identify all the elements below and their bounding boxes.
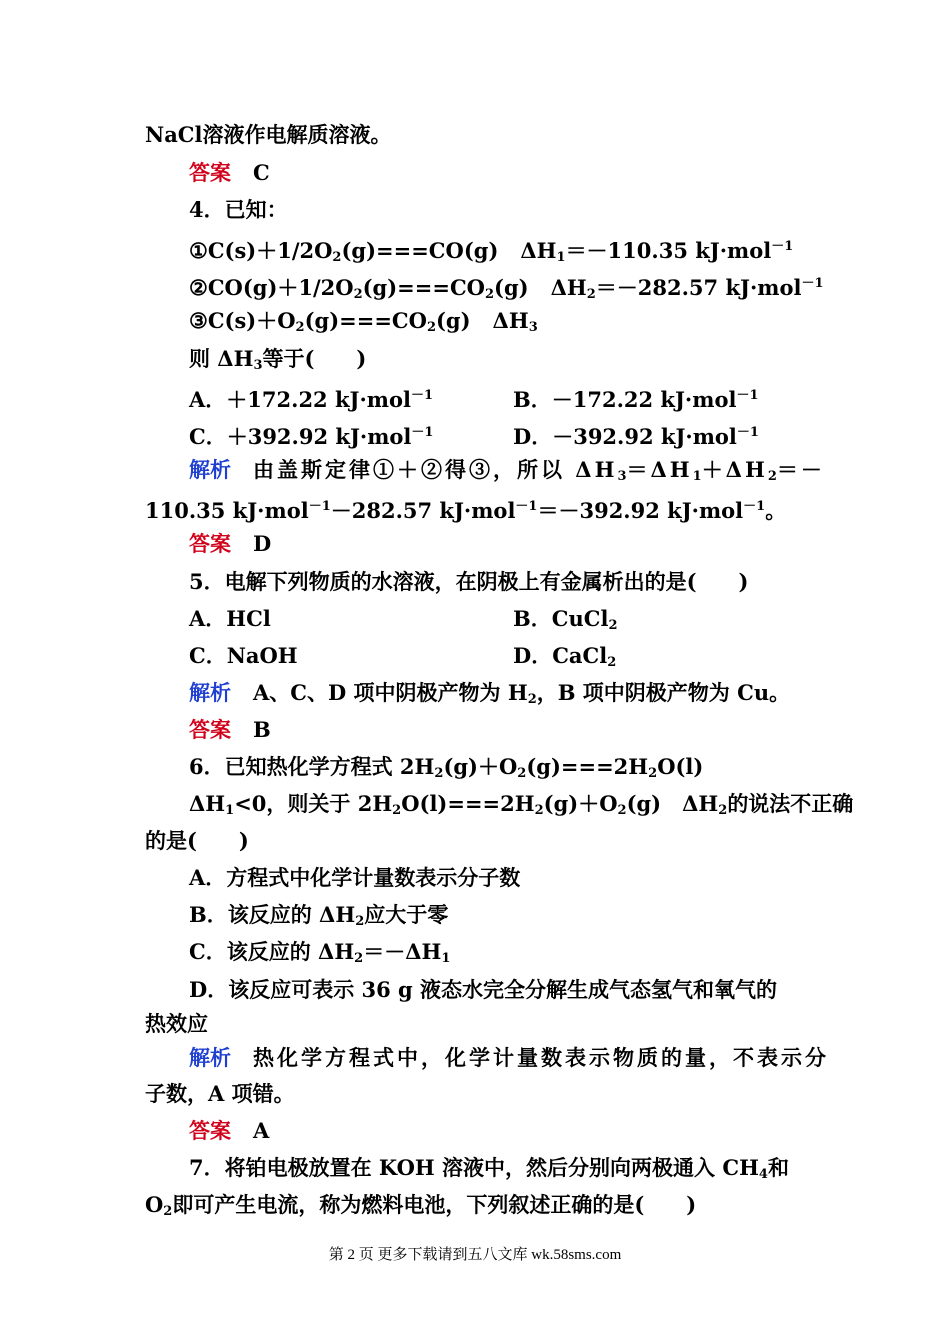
analysis-text-b: ，B 项中阴极产物为 Cu。 — [536, 680, 791, 705]
analysis-text-2a: 110.35 kJ·mol — [145, 498, 309, 523]
answer-label: 答案 — [189, 717, 231, 742]
q4-ask-post: 等于( ) — [262, 346, 367, 371]
eq2-rhs: ＝－282.57 kJ·mol — [595, 275, 802, 300]
answer-value: C — [253, 160, 270, 185]
option-a-text: A．方程式中化学计量数表示分子数 — [189, 865, 521, 890]
q5-answer-line — [189, 712, 271, 748]
analysis-text-2: 子数，A 项错。 — [145, 1081, 295, 1106]
eq3-lhs: ③C(s)＋O — [189, 308, 296, 333]
option-d-text: D．该反应可表示 36 g 液态水完全分解生成气态氢气和氧气的 — [189, 977, 778, 1002]
option-d-sub: 2 — [607, 655, 617, 670]
page-footer: 第 2 页 更多下载请到五八文库 wk.58sms.com — [328, 1247, 622, 1263]
q4-equation-1 — [189, 229, 793, 265]
analysis-sub-2: 2 — [767, 469, 777, 484]
q6-stem-line-1 — [189, 749, 703, 785]
q4-stem-text: 4．已知： — [189, 197, 288, 222]
q4-option-c — [189, 415, 433, 451]
q6-l2-s4: 2 — [617, 803, 627, 818]
option-b-text: B．CuCl — [513, 606, 609, 631]
q7-l1-b: 和 — [767, 1155, 789, 1180]
eq3-dh-sub: 3 — [528, 320, 538, 335]
eq2-sub1: 2 — [353, 287, 363, 302]
analysis-text-a: A、C、D 项中阴极产物为 H — [253, 680, 528, 705]
analysis-text-1: 热化学方程式中，化学计量数表示物质的量，不表示分 — [253, 1045, 829, 1070]
option-a-text: A．HCl — [189, 606, 271, 631]
option-b-sub: 2 — [355, 914, 365, 929]
analysis-text-1c: ＋ΔH — [701, 457, 768, 482]
q3-answer-line — [189, 155, 270, 191]
analysis-text-2c: ＝－392.92 kJ·mol — [537, 498, 744, 523]
q6-l2-d: (g)＋O — [543, 791, 618, 816]
q6-option-c — [189, 934, 450, 970]
q6-analysis-line-2 — [145, 1076, 295, 1112]
answer-value: A — [253, 1118, 270, 1143]
q4-analysis-line-2 — [145, 489, 786, 525]
eq3-sub2: 2 — [426, 320, 436, 335]
q4-equation-2 — [189, 266, 824, 302]
option-c-text: C．该反应的 ΔH — [189, 939, 355, 964]
q6-l2-b: <0，则关于 2H — [234, 791, 393, 816]
q5-option-c — [189, 638, 298, 674]
q7-stem-line-1 — [189, 1150, 789, 1186]
q6-answer-line — [189, 1113, 269, 1149]
option-c-exp: －1 — [411, 425, 434, 440]
q5-option-d — [513, 638, 616, 674]
eq2-mid: (g)===CO — [362, 275, 485, 300]
option-b-text: B．该反应的 ΔH — [189, 902, 356, 927]
option-c-sub-1: 2 — [354, 951, 364, 966]
q6-l2-s5: 2 — [718, 803, 728, 818]
q6-stem-b: (g)＋O — [443, 754, 518, 779]
eq2-sub2: 2 — [484, 287, 495, 302]
eq3-dh: ΔH — [492, 308, 529, 333]
option-d-text: D．－392.92 kJ·mol — [513, 424, 737, 449]
q3-tail-text — [145, 117, 392, 153]
option-d-exp: －1 — [736, 425, 759, 440]
answer-value: B — [253, 717, 271, 742]
q4-answer-line — [189, 526, 271, 562]
eq2-dh-sub: 2 — [586, 287, 596, 302]
q6-stem-s1: 2 — [434, 766, 444, 781]
q6-l2-a: ΔH — [189, 791, 226, 816]
option-a-exp: －1 — [410, 388, 434, 403]
eq2-lhs: ②CO(g)＋1/2O — [189, 275, 354, 300]
answer-label: 答案 — [189, 1118, 231, 1143]
option-c-text: C．NaOH — [189, 643, 298, 668]
q6-stem-a: 6．已知热化学方程式 2H — [189, 754, 435, 779]
answer-label: 答案 — [189, 160, 231, 185]
analysis-text-1b: ＝ΔH — [626, 457, 693, 482]
q4-equation-3 — [189, 303, 538, 339]
q6-stem-line-3 — [145, 823, 249, 859]
q6-stem-d: O(l) — [657, 754, 704, 779]
analysis-exp-b: －1 — [515, 499, 538, 514]
option-c-text: C．＋392.92 kJ·mol — [189, 424, 412, 449]
eq1-rhs: ＝－110.35 kJ·mol — [565, 238, 772, 263]
answer-label: 答案 — [189, 531, 231, 556]
option-d-text-2: 热效应 — [145, 1011, 208, 1036]
q6-stem-line-2 — [189, 786, 853, 822]
q5-stem-text: 5．电解下列物质的水溶液，在阴极上有金属析出的是( ) — [189, 569, 749, 594]
analysis-text-1d: ＝－ — [776, 457, 825, 482]
analysis-exp-a: －1 — [308, 499, 331, 514]
answer-value: D — [253, 531, 272, 556]
analysis-label: 解析 — [189, 680, 231, 705]
eq3-sub1: 2 — [295, 320, 305, 335]
analysis-label: 解析 — [189, 1045, 231, 1070]
q4-question — [189, 341, 366, 377]
option-a-text: A．＋172.22 kJ·mol — [189, 387, 411, 412]
eq1-mid: (g)===CO(g) — [341, 238, 499, 263]
q7-l2-b: 即可产生电流，称为燃料电池，下列叙述正确的是( ) — [172, 1192, 697, 1217]
q5-option-b — [513, 601, 617, 637]
option-d-text: D．CaCl — [513, 643, 608, 668]
q6-option-d-line-2 — [145, 1006, 208, 1042]
q4-option-b — [513, 378, 758, 414]
q7-l1-a: 7．将铂电极放置在 KOH 溶液中，然后分别向两极通入 CH — [189, 1155, 759, 1180]
q6-stem-c: (g)===2H — [526, 754, 649, 779]
analysis-end: 。 — [765, 498, 787, 523]
q5-stem — [189, 564, 748, 600]
q7-l1-sub: 4 — [758, 1167, 768, 1182]
q6-l2-s3: 2 — [534, 803, 544, 818]
q6-l2-s2: 2 — [392, 803, 402, 818]
analysis-sub: 2 — [527, 692, 537, 707]
q6-option-a — [189, 860, 520, 896]
q6-l2-e: (g) ΔH — [626, 791, 719, 816]
q4-stem — [189, 192, 288, 228]
eq2-exp: －1 — [801, 276, 824, 291]
q6-option-d-line-1 — [189, 972, 777, 1008]
eq1-lhs: ①C(s)＋1/2O — [189, 238, 333, 263]
q3-tail: NaCl溶液作电解质溶液。 — [145, 122, 392, 147]
analysis-exp-c: －1 — [743, 499, 766, 514]
q5-option-a — [189, 601, 271, 637]
option-b-text-2: 应大于零 — [364, 902, 449, 927]
eq1-dh: ΔH — [520, 238, 557, 263]
option-b-sub: 2 — [608, 618, 618, 633]
q6-l3: 的是( ) — [145, 828, 249, 853]
option-c-text-2: ＝－ΔH — [363, 939, 442, 964]
eq3-mid2: (g) — [435, 308, 471, 333]
eq1-sub: 2 — [332, 250, 342, 265]
analysis-label: 解析 — [189, 457, 231, 482]
eq1-exp: －1 — [771, 239, 794, 254]
q6-stem-s3: 2 — [648, 766, 658, 781]
analysis-sub-1: 1 — [692, 469, 702, 484]
q7-l2-a: O — [145, 1192, 164, 1217]
q4-ask-sub: 3 — [253, 358, 263, 373]
analysis-text-1: 由盖斯定律①＋②得③，所以 ΔH — [253, 457, 618, 482]
eq3-mid: (g)===CO — [304, 308, 427, 333]
analysis-sub-3: 3 — [617, 469, 627, 484]
q6-l2-s1: 1 — [225, 803, 235, 818]
q6-analysis-line-1 — [189, 1040, 829, 1076]
analysis-text-2b: －282.57 kJ·mol — [330, 498, 516, 523]
eq2-mid2: (g) — [494, 275, 529, 300]
q4-analysis-line-1 — [189, 452, 825, 488]
q4-option-a — [189, 378, 433, 414]
q6-l2-c: O(l)===2H — [401, 791, 535, 816]
q4-option-d — [513, 415, 759, 451]
q4-ask-pre: 则 ΔH — [189, 346, 254, 371]
q5-analysis — [189, 675, 790, 711]
eq2-dh: ΔH — [550, 275, 587, 300]
q6-stem-s2: 2 — [517, 766, 527, 781]
q7-stem-line-2 — [145, 1187, 696, 1223]
q7-l2-sub: 2 — [163, 1204, 173, 1219]
q6-option-b — [189, 897, 448, 933]
q6-l2-f: 的说法不正确 — [727, 791, 854, 816]
option-c-sub-2: 1 — [441, 951, 451, 966]
eq1-dh-sub: 1 — [556, 250, 566, 265]
option-b-exp: －1 — [736, 388, 759, 403]
option-b-text: B．－172.22 kJ·mol — [513, 387, 737, 412]
